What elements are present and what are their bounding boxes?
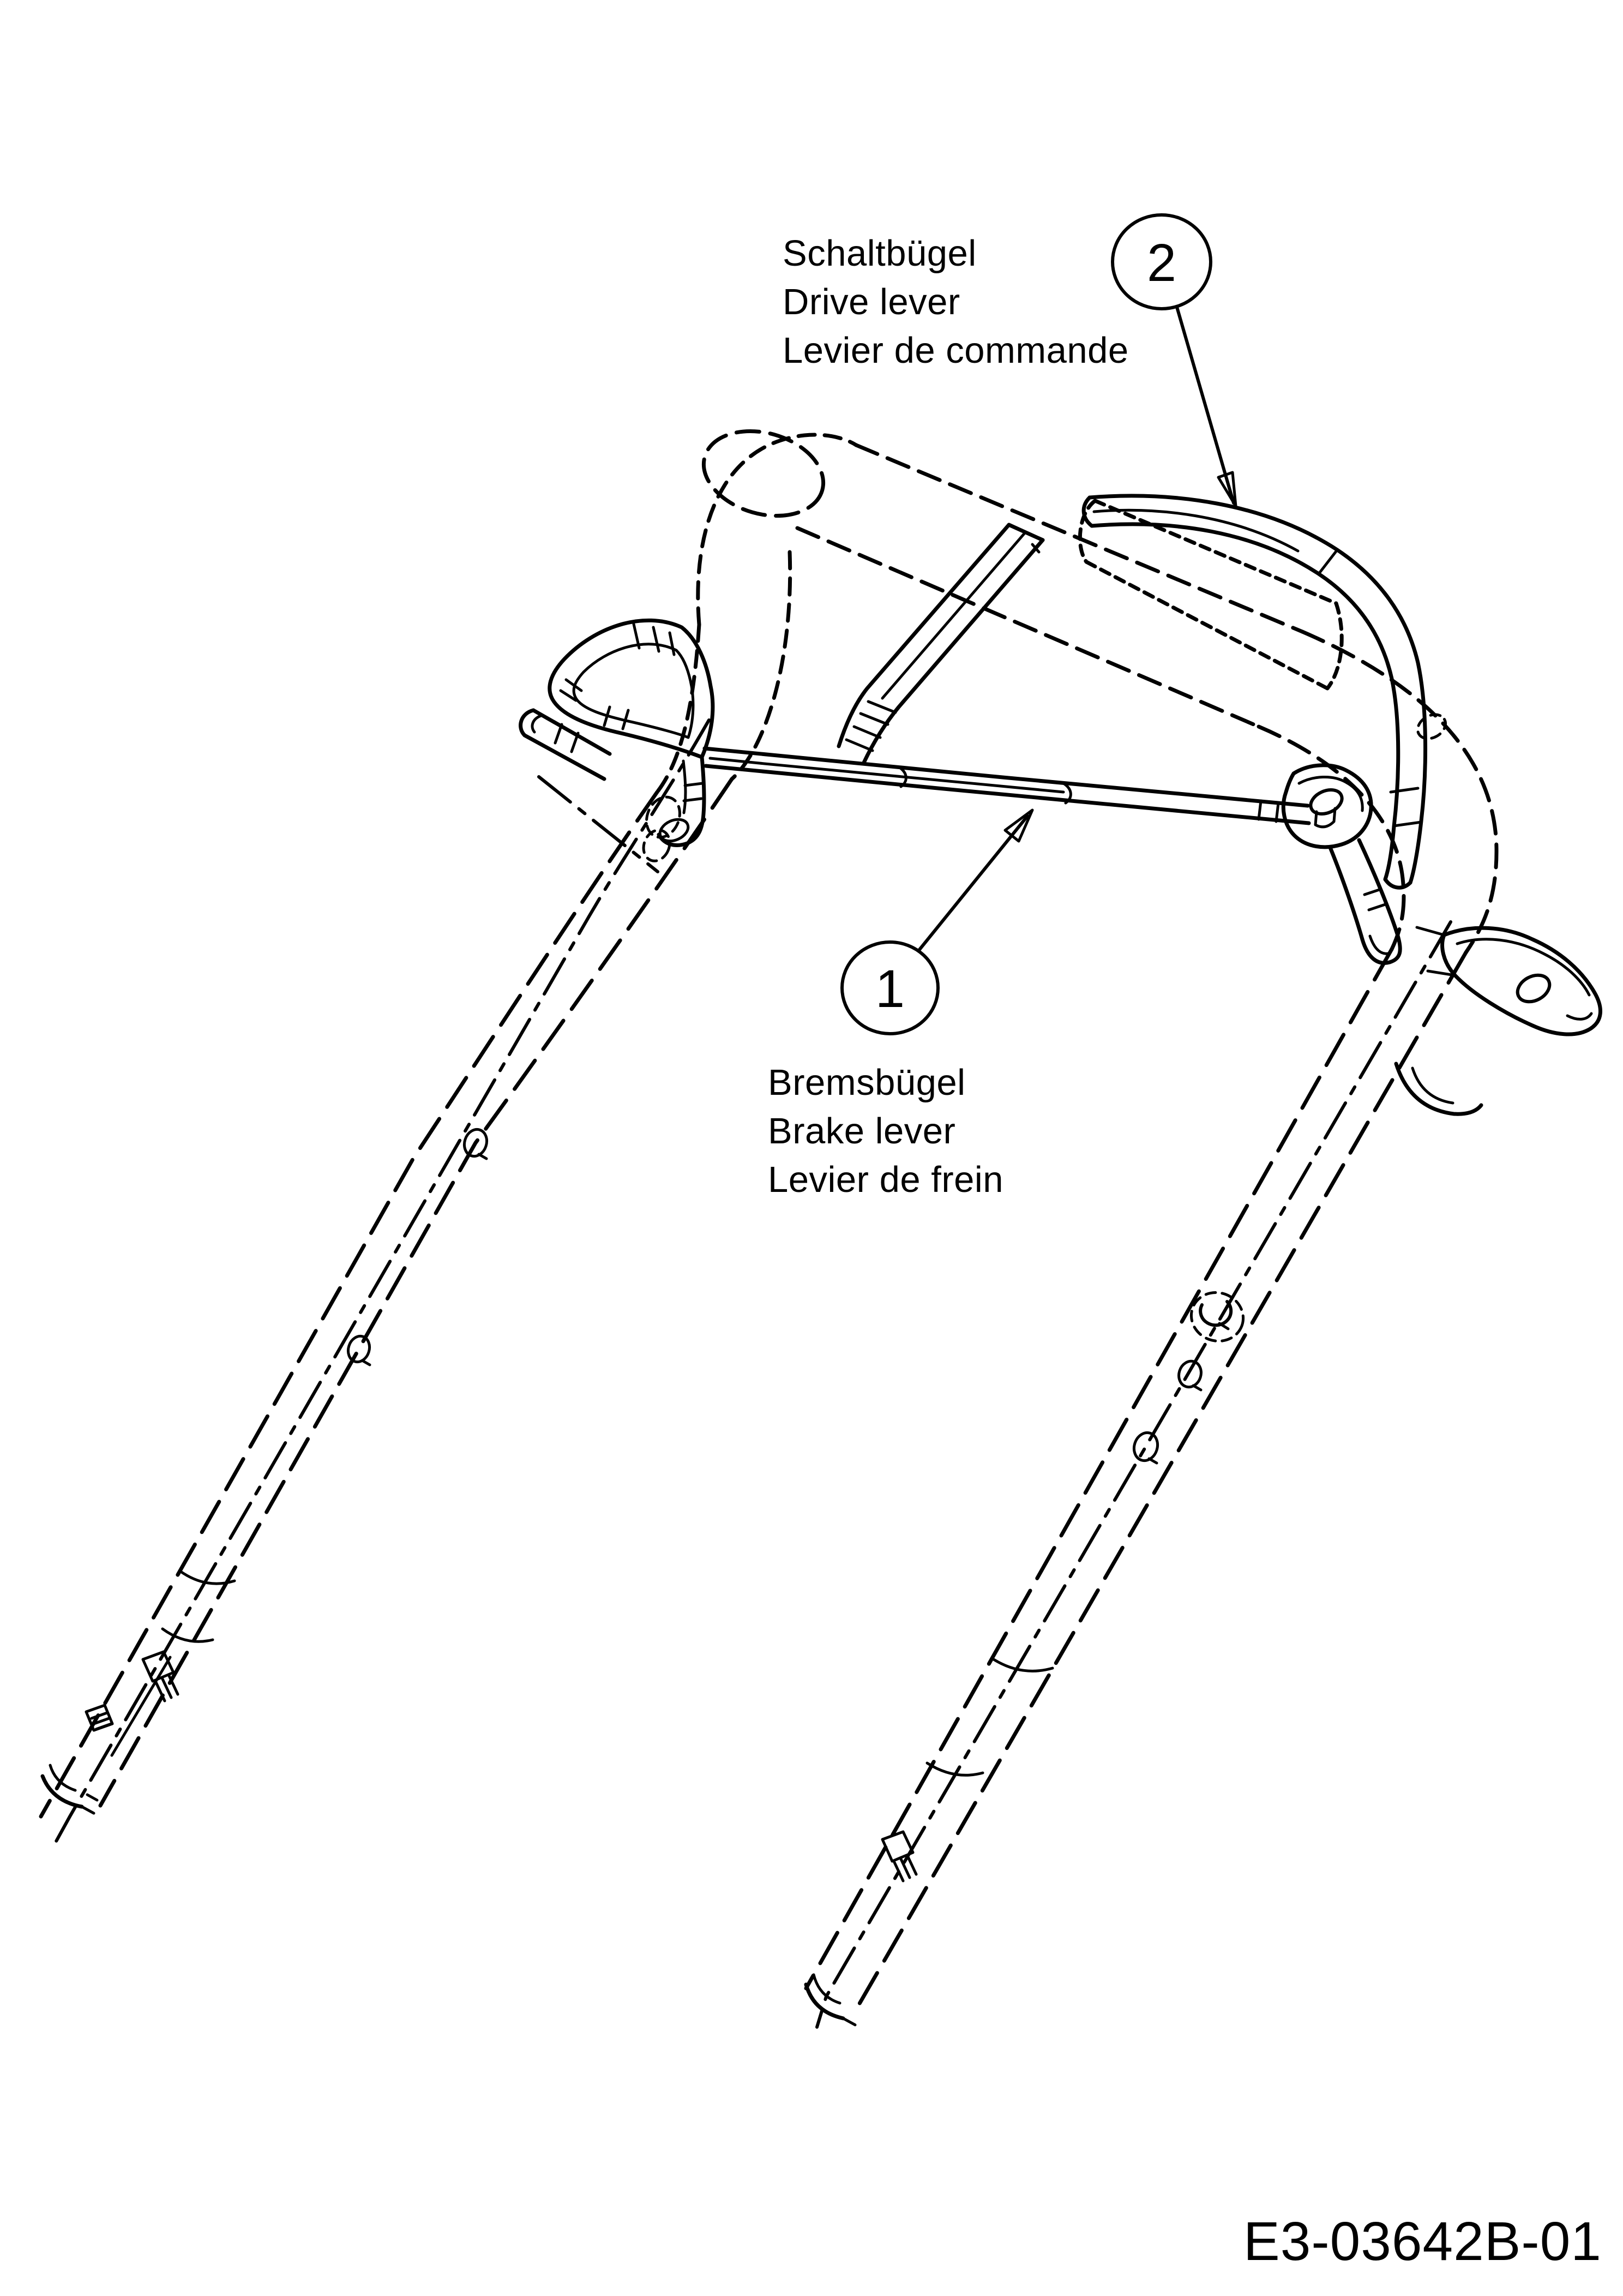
left-tube-end-cap [43, 1765, 97, 1813]
part-number: E3-03642B-01 [1243, 2211, 1602, 2272]
drive-lever-label [783, 229, 1129, 375]
drive-lever-label-de: Schaltbügel [783, 233, 977, 274]
brake-bar [705, 748, 1309, 823]
phantom-upper-handle [657, 418, 1496, 952]
cam-lever-inner-line [1457, 939, 1589, 995]
brake-lever-label-en: Brake lever [768, 1111, 956, 1152]
cam-lever [1417, 927, 1600, 1034]
callout-1-number: 1 [875, 959, 905, 1018]
drive-lever-end-cap [1385, 879, 1410, 888]
right-tube-end-cap [806, 1975, 855, 2025]
callout-2-number: 2 [1147, 233, 1176, 292]
right-tube-clip [882, 1832, 916, 1881]
handle-corner-hole [1414, 710, 1450, 744]
cam-lever-tip-line [1567, 1014, 1591, 1019]
drive-lever-label-en: Drive lever [783, 281, 960, 322]
brake-lever-label [768, 1058, 1003, 1204]
brake-loop-stub [521, 710, 610, 779]
brake-lever [521, 620, 1400, 963]
right-tube-reducer-lower [927, 1763, 983, 1775]
bracket-pin-head [1307, 786, 1345, 819]
drive-lever-label-fr: Levier de commande [783, 330, 1129, 371]
callout-2 [1113, 215, 1236, 506]
handle-right-corner-inner [1259, 727, 1404, 949]
left-tube-right-edge [100, 779, 732, 1806]
pivot-hole-dashed-2 [639, 826, 674, 865]
brake-left-pivot-leg [539, 757, 704, 872]
drive-lever-top-bar [1084, 496, 1425, 888]
brake-lever-label-fr: Levier de frein [768, 1159, 1004, 1200]
cam-lever-hole [1513, 970, 1554, 1007]
pivot-axis-centerline [539, 777, 658, 872]
drive-lever [839, 496, 1426, 888]
brake-lever-label-de: Bremsbügel [768, 1062, 966, 1103]
right-tube-reducer-upper [994, 1659, 1053, 1671]
callout-1 [842, 810, 1032, 1034]
drive-lever-seg-mark [1319, 550, 1337, 574]
handle-left-corner-outer [698, 435, 856, 625]
brake-loop-ring-marks [561, 624, 674, 729]
left-tube-left-edge [41, 792, 657, 1817]
left-lower-tube [41, 720, 732, 1848]
handle-left-leg-right-edge [732, 552, 790, 779]
right-tube-top-flare [1396, 1064, 1481, 1114]
right-tube-grommet [1185, 1285, 1250, 1348]
